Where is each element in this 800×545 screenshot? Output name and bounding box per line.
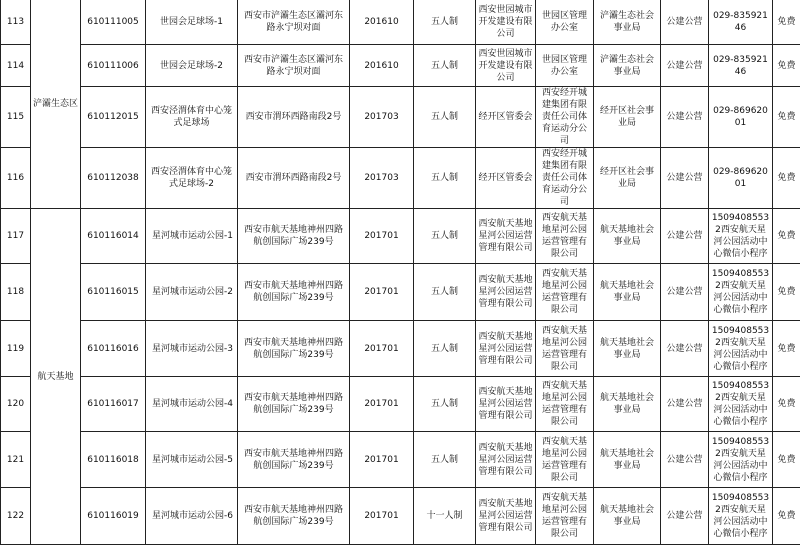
row-number: 122	[1, 488, 31, 545]
district-cell: 浐灞生态区	[31, 0, 81, 209]
venue-name: 世园会足球场-1	[146, 0, 238, 45]
table-row	[1, 488, 800, 545]
operator: 西安航天基地星河公园运营管理有限公司	[536, 264, 594, 321]
field-size: 五人制	[414, 209, 476, 264]
builder: 西安航天基地星河公园运营管理有限公司	[476, 264, 536, 321]
contact-phone: 15094085532西安航天星河公园活动中心微信小程序	[709, 488, 773, 545]
operation-nature: 公建公营	[661, 321, 709, 377]
row-number: 120	[1, 377, 31, 432]
row-number: 115	[1, 87, 31, 148]
venue-code: 610116014	[81, 209, 146, 264]
row-number: 117	[1, 209, 31, 264]
build-date: 201701	[350, 209, 414, 264]
venue-code: 610116017	[81, 377, 146, 432]
venue-name: 西安泾渭体育中心笼式足球场	[146, 87, 238, 148]
venue-code: 610111006	[81, 45, 146, 87]
field-size: 五人制	[414, 87, 476, 148]
supervisor: 航天基地社会事业局	[594, 321, 661, 377]
venue-code: 610116018	[81, 432, 146, 488]
operation-nature: 公建公营	[661, 377, 709, 432]
builder: 西安航天基地星河公园运营管理有限公司	[476, 377, 536, 432]
build-date: 201610	[350, 45, 414, 87]
venue-address: 西安市航天基地神州四路航创国际广场239号	[238, 377, 350, 432]
field-size: 五人制	[414, 321, 476, 377]
build-date: 201701	[350, 377, 414, 432]
build-date: 201610	[350, 0, 414, 45]
table-row	[1, 264, 800, 321]
operation-nature: 公建公营	[661, 264, 709, 321]
build-date: 201703	[350, 87, 414, 148]
operator: 西安航天基地星河公园运营管理有限公司	[536, 377, 594, 432]
row-number: 116	[1, 148, 31, 209]
operator: 世园区管理办公室	[536, 0, 594, 45]
contact-phone: 029-86962001	[709, 87, 773, 148]
build-date: 201701	[350, 488, 414, 545]
contact-phone: 15094085532西安航天星河公园活动中心微信小程序	[709, 321, 773, 377]
operator: 西安航天基地星河公园运营管理有限公司	[536, 321, 594, 377]
builder: 西安世园城市开发建设有限公司	[476, 45, 536, 87]
venue-address: 西安市浐灞生态区灞河东路永宁坝对面	[238, 45, 350, 87]
venue-code: 610111005	[81, 0, 146, 45]
fee: 免费	[773, 209, 800, 264]
venue-code: 610116016	[81, 321, 146, 377]
fee: 免费	[773, 488, 800, 545]
venue-address: 西安市渭环西路南段2号	[238, 148, 350, 209]
operation-nature: 公建公营	[661, 432, 709, 488]
venue-address: 西安市航天基地神州四路航创国际广场239号	[238, 209, 350, 264]
builder: 西安世园城市开发建设有限公司	[476, 0, 536, 45]
venue-code: 610116019	[81, 488, 146, 545]
builder: 西安航天基地星河公园运营管理有限公司	[476, 432, 536, 488]
venue-code: 610112038	[81, 148, 146, 209]
build-date: 201701	[350, 432, 414, 488]
venue-address: 西安市航天基地神州四路航创国际广场239号	[238, 488, 350, 545]
venue-name: 星河城市运动公园-6	[146, 488, 238, 545]
operator: 世园区管理办公室	[536, 45, 594, 87]
operation-nature: 公建公营	[661, 87, 709, 148]
table-row	[1, 432, 800, 488]
contact-phone: 15094085532西安航天星河公园活动中心微信小程序	[709, 209, 773, 264]
fee: 免费	[773, 0, 800, 45]
table-row	[1, 87, 800, 148]
contact-phone: 15094085532西安航天星河公园活动中心微信小程序	[709, 377, 773, 432]
row-number: 113	[1, 0, 31, 45]
operator: 西安航天基地星河公园运营管理有限公司	[536, 432, 594, 488]
field-size: 五人制	[414, 148, 476, 209]
venue-address: 西安市航天基地神州四路航创国际广场239号	[238, 432, 350, 488]
build-date: 201701	[350, 264, 414, 321]
fee: 免费	[773, 321, 800, 377]
contact-phone: 15094085532西安航天星河公园活动中心微信小程序	[709, 264, 773, 321]
table-row	[1, 148, 800, 209]
row-number: 118	[1, 264, 31, 321]
operator: 西安航天基地星河公园运营管理有限公司	[536, 488, 594, 545]
contact-phone: 15094085532西安航天星河公园活动中心微信小程序	[709, 432, 773, 488]
supervisor: 浐灞生态社会事业局	[594, 45, 661, 87]
fee: 免费	[773, 377, 800, 432]
operation-nature: 公建公营	[661, 148, 709, 209]
operation-nature: 公建公营	[661, 0, 709, 45]
operation-nature: 公建公营	[661, 488, 709, 545]
operation-nature: 公建公营	[661, 45, 709, 87]
venue-address: 西安市航天基地神州四路航创国际广场239号	[238, 321, 350, 377]
supervisor: 经开区社会事业局	[594, 87, 661, 148]
field-size: 五人制	[414, 377, 476, 432]
table-row	[1, 45, 800, 87]
venue-address: 西安市浐灞生态区灞河东路永宁坝对面	[238, 0, 350, 45]
builder: 西安航天基地星河公园运营管理有限公司	[476, 321, 536, 377]
venue-name: 星河城市运动公园-4	[146, 377, 238, 432]
supervisor: 航天基地社会事业局	[594, 488, 661, 545]
venue-code: 610112015	[81, 87, 146, 148]
field-size: 五人制	[414, 45, 476, 87]
field-size: 五人制	[414, 0, 476, 45]
supervisor: 航天基地社会事业局	[594, 264, 661, 321]
contact-phone: 029-83592146	[709, 45, 773, 87]
builder: 西安航天基地星河公园运营管理有限公司	[476, 488, 536, 545]
row-number: 119	[1, 321, 31, 377]
venue-name: 星河城市运动公园-2	[146, 264, 238, 321]
operator: 西安航天基地星河公园运营管理有限公司	[536, 209, 594, 264]
venue-code: 610116015	[81, 264, 146, 321]
venue-name: 星河城市运动公园-5	[146, 432, 238, 488]
table-row	[1, 377, 800, 432]
fee: 免费	[773, 264, 800, 321]
field-size: 五人制	[414, 432, 476, 488]
contact-phone: 029-83592146	[709, 0, 773, 45]
field-size: 五人制	[414, 264, 476, 321]
build-date: 201703	[350, 148, 414, 209]
supervisor: 浐灞生态社会事业局	[594, 0, 661, 45]
fee: 免费	[773, 148, 800, 209]
venue-name: 星河城市运动公园-1	[146, 209, 238, 264]
operator: 西安经开城建集团有限责任公司体育运动分公司	[536, 87, 594, 148]
supervisor: 经开区社会事业局	[594, 148, 661, 209]
table-row	[1, 321, 800, 377]
operation-nature: 公建公营	[661, 209, 709, 264]
builder: 经开区管委会	[476, 148, 536, 209]
builder: 西安航天基地星河公园运营管理有限公司	[476, 209, 536, 264]
fee: 免费	[773, 432, 800, 488]
fee: 免费	[773, 87, 800, 148]
table-row	[1, 0, 800, 45]
district-cell: 航天基地	[31, 209, 81, 545]
supervisor: 航天基地社会事业局	[594, 377, 661, 432]
builder: 经开区管委会	[476, 87, 536, 148]
venue-name: 星河城市运动公园-3	[146, 321, 238, 377]
build-date: 201701	[350, 321, 414, 377]
venue-address: 西安市航天基地神州四路航创国际广场239号	[238, 264, 350, 321]
venue-address: 西安市渭环西路南段2号	[238, 87, 350, 148]
supervisor: 航天基地社会事业局	[594, 209, 661, 264]
operator: 西安经开城建集团有限责任公司体育运动分公司	[536, 148, 594, 209]
row-number: 121	[1, 432, 31, 488]
venue-name: 西安泾渭体育中心笼式足球场-2	[146, 148, 238, 209]
fee: 免费	[773, 45, 800, 87]
table-row	[1, 209, 800, 264]
field-size: 十一人制	[414, 488, 476, 545]
supervisor: 航天基地社会事业局	[594, 432, 661, 488]
row-number: 114	[1, 45, 31, 87]
contact-phone: 029-86962001	[709, 148, 773, 209]
venue-name: 世园会足球场-2	[146, 45, 238, 87]
